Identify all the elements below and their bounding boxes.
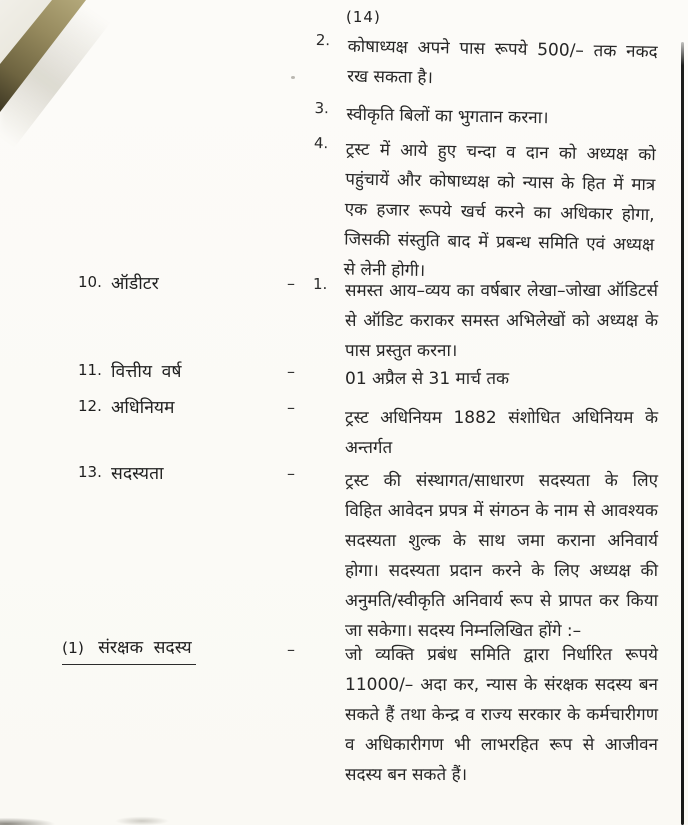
entry-dash: –: [287, 398, 295, 417]
entry-label: सदस्यता: [111, 464, 164, 484]
member-type-heading: [62, 635, 196, 665]
list-item-body: [343, 135, 656, 291]
text-line: सकते हैं तथा केन्द्र व राज्य सरकार के कर्मचारीगण: [345, 705, 658, 725]
text-line: होगा। सदस्यता प्रदान करने के लिए अध्यक्ष की: [345, 561, 658, 581]
member-type-number: (1): [62, 639, 84, 657]
list-item-number: 4.: [313, 133, 329, 153]
text-line: स्वीकृति बिलों का भुगतान करना।: [346, 104, 549, 129]
entry-body: [345, 364, 658, 394]
entry-dash: –: [287, 274, 295, 293]
entry-label: ऑडीटर: [111, 274, 159, 294]
text-line: एक हजार रूपये खर्च करने का अधिकार होगा,: [344, 199, 655, 226]
text-line: 11000/– अदा कर, न्यास के संरक्षक सदस्य बन: [345, 675, 658, 695]
continuation-list: [313, 31, 658, 282]
list-item-body: [346, 100, 656, 136]
text-line: पास प्रस्तुत करना।: [345, 341, 458, 361]
text-line: ट्रस्ट में आये हुए चन्दा व दान को अध्यक्ष को: [345, 139, 656, 166]
scan-edge-line: [681, 42, 684, 825]
list-item-4: [311, 134, 656, 290]
text-line: 01 अप्रैल से 31 मार्च तक: [345, 369, 510, 389]
text-line: रख सकता है।: [346, 66, 434, 89]
text-line: सदस्य बन सकते हैं।: [345, 765, 468, 785]
scan-speck: [291, 76, 295, 79]
text-line: से लेनी होगी।: [343, 259, 426, 282]
text-line: जिसकी संस्तुति बाद में प्रबन्ध समिति एवं अध्यक्ष: [343, 229, 655, 256]
list-item-body: [347, 32, 658, 98]
text-line: पहुंचायें और कोषाध्यक्ष को न्यास के हित में मात्र: [345, 169, 656, 196]
text-line: से ऑडिट कराकर समस्त अभिलेखों को अध्यक्ष के: [345, 311, 658, 331]
entry-number: 11.: [78, 361, 102, 379]
entry-label: वित्तीय वर्ष: [111, 362, 182, 382]
text-line: जो व्यक्ति प्रबंध समिति द्वारा निर्धारित रूपये: [345, 645, 658, 665]
entry-dash: –: [287, 640, 295, 659]
list-item-3: [314, 99, 656, 135]
text-line: ट्रस्ट अधिनियम 1882 संशोधित अधिनियम के: [345, 408, 658, 428]
entry-body: [345, 640, 658, 790]
text-line: विहित आवेदन प्रपत्र में संगठन के नाम से आवश्यक: [345, 501, 658, 521]
entry-body: [345, 276, 658, 366]
entry-body: [345, 403, 658, 463]
list-item-2: [315, 31, 658, 97]
entry-body: [345, 466, 658, 646]
entry-dash: –: [287, 464, 295, 483]
text-line: जा सकेगा। सदस्य निम्नलिखित होंगे :–: [345, 621, 582, 641]
text-line: कोषाध्यक्ष अपने पास रूपये 500/– तक नकद: [347, 36, 658, 63]
page-number: (14): [346, 8, 381, 26]
text-line: अनुमति/स्वीकृति अनिवार्य रूप से प्रापत कर किया: [345, 591, 658, 611]
entry-subnumber: 1.: [313, 275, 328, 293]
member-type-label: संरक्षक सदस्य: [98, 638, 192, 658]
text-line: ट्रस्ट की संस्थागत/साधारण सदस्यता के लिए: [345, 471, 658, 491]
entry-number: 12.: [78, 397, 102, 415]
text-line: व अधिकारीगण भी लाभरहित रूप से आजीवन: [345, 735, 658, 755]
text-line: समस्त आय–व्यय का वर्षबार लेखा–जोखा ऑडिटर्स: [345, 281, 658, 301]
text-line: अन्तर्गत: [345, 438, 393, 458]
entry-number: 13.: [78, 463, 102, 481]
list-item-number: 2.: [315, 31, 331, 50]
entry-number: 10.: [78, 273, 102, 291]
entry-label: अधिनियम: [111, 398, 175, 418]
entry-dash: –: [287, 362, 295, 381]
text-line: सदस्यता शुल्क के साथ जमा कराना अनिवार्य: [345, 531, 658, 551]
scan-bottom-shadow: [0, 809, 220, 825]
list-item-number: 3.: [314, 98, 330, 118]
